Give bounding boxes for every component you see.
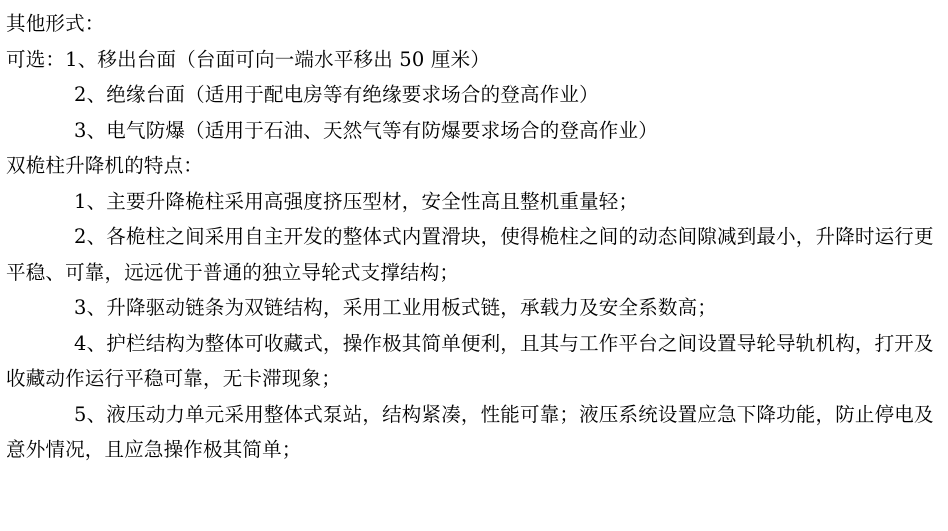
paragraph-heading-features: 双桅柱升降机的特点： (6, 154, 204, 177)
paragraph-option-2: 2、绝缘台面（适用于配电房等有绝缘要求场合的登高作业） (74, 83, 599, 106)
paragraph-heading-other-forms: 其他形式： (6, 12, 105, 35)
paragraph-feature-2: 2、各桅柱之间采用自主开发的整体式内置滑块，使得桅柱之间的动态间隙减到最小，升降时运行更平稳、可靠，远远优于普通的独立导轮式支撑结构； (6, 225, 934, 284)
paragraph-option-3: 3、电气防爆（适用于石油、天然气等有防爆要求场合的登高作业） (74, 118, 658, 142)
paragraph-option-1: 可选：1、移出台面（台面可向一端水平移出 50 厘米） (6, 47, 491, 71)
paragraph-feature-3: 3、升降驱动链条为双链结构，采用工业用板式链，承载力及安全系数高； (74, 296, 718, 319)
paragraph-feature-4: 4、护栏结构为整体可收藏式，操作极其简单便利，且其与工作平台之间设置导轮导轨机构，打开及收藏动作运行平稳可靠，无卡滞现象； (6, 331, 934, 390)
paragraph-feature-1: 1、主要升降桅柱采用高强度挤压型材，安全性高且整机重量轻； (74, 189, 639, 213)
paragraph-feature-5: 5、液压动力单元采用整体式泵站，结构紧凑，性能可靠；液压系统设置应急下降功能，防止停电及意外情况，且应急操作极其简单； (6, 402, 934, 461)
